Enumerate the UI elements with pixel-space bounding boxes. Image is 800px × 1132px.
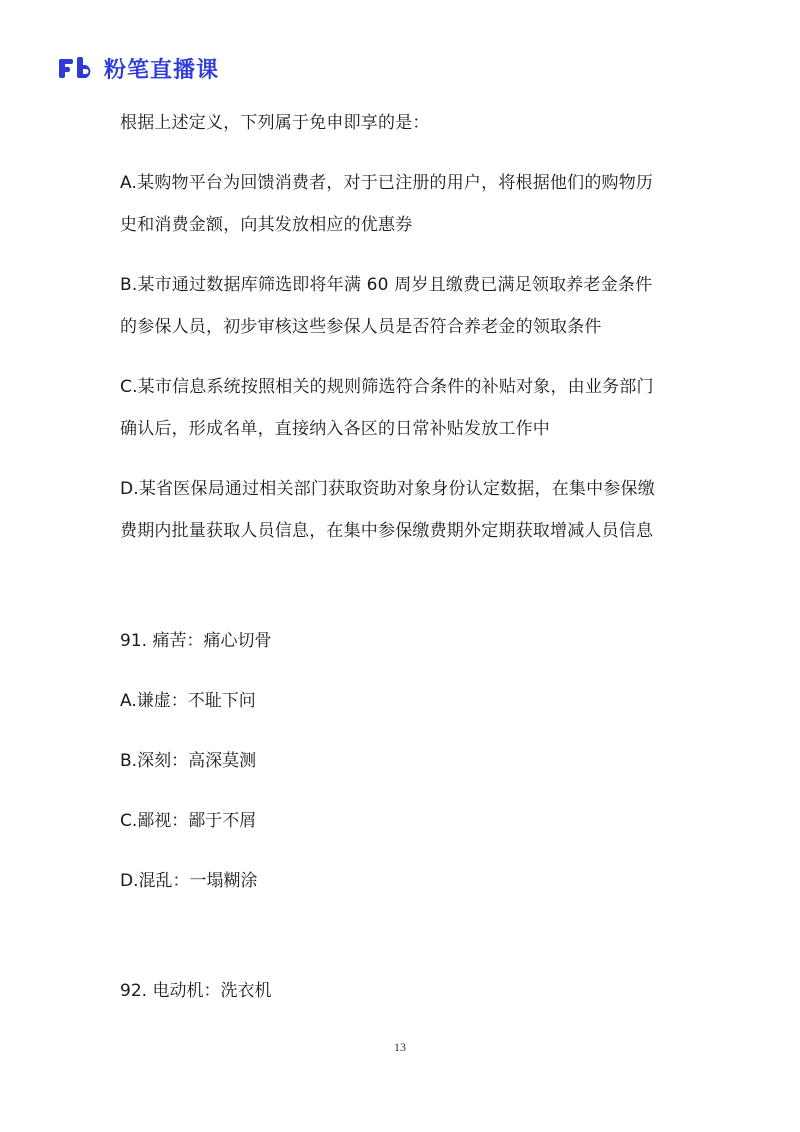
option-line: A.某购物平台为回馈消费者，对于已注册的用户，将根据他们的购物历 <box>120 173 654 193</box>
option-line: 确认后，形成名单，直接纳入各区的日常补贴发放工作中 <box>120 419 550 439</box>
option-a <box>120 162 700 246</box>
option-line: C.某市信息系统按照相关的规则筛选符合条件的补贴对象，由业务部门 <box>120 377 654 397</box>
page-content <box>120 102 700 1030</box>
fb-logo-icon <box>58 56 96 80</box>
q91-option-a: A.谦虚：不耻下问 <box>120 691 256 711</box>
option-line: B.某市通过数据库筛选即将年满 60 周岁且缴费已满足领取养老金条件 <box>120 275 653 295</box>
header <box>58 52 219 84</box>
brand-name: 粉笔直播课 <box>104 57 220 83</box>
page-number: 13 <box>394 1040 406 1054</box>
option-line: 的参保人员，初步审核这些参保人员是否符合养老金的领取条件 <box>120 317 602 337</box>
question-92-title: 92. 电动机：洗衣机 <box>120 981 272 1001</box>
option-line: D.某省医保局通过相关部门获取资助对象身份认定数据，在集中参保缴 <box>120 479 655 499</box>
q91-option-b: B.深刻：高深莫测 <box>120 751 257 771</box>
q91-option-c: C.鄙视：鄙于不屑 <box>120 811 257 831</box>
option-c <box>120 366 700 450</box>
option-d <box>120 468 700 552</box>
option-line: 史和消费金额，向其发放相应的优惠券 <box>120 215 413 235</box>
question-91-title: 91. 痛苦：痛心切骨 <box>120 631 272 651</box>
question-stem: 根据上述定义，下列属于免申即享的是： <box>120 113 430 133</box>
q91-option-d: D.混乱：一塌糊涂 <box>120 871 258 891</box>
option-line: 费期内批量获取人员信息，在集中参保缴费期外定期获取增减人员信息 <box>120 521 654 541</box>
option-b <box>120 264 700 348</box>
